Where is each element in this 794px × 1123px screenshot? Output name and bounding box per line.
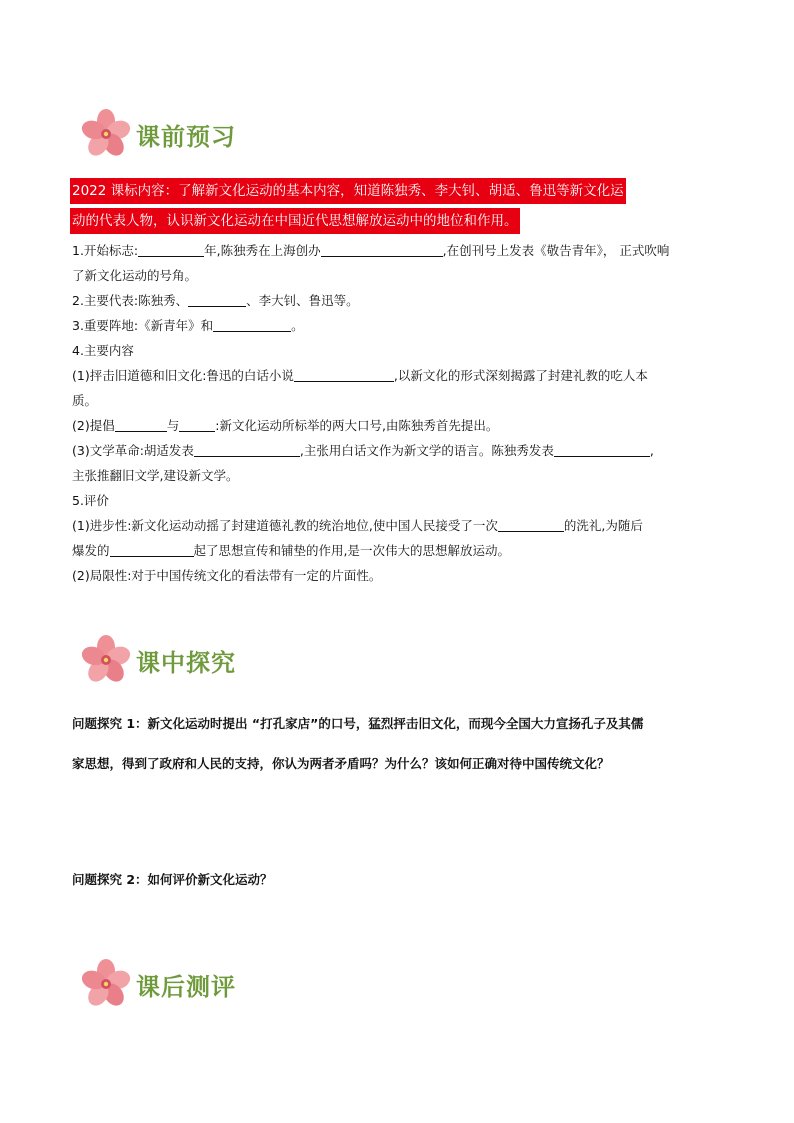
answer-blank[interactable]	[115, 417, 167, 432]
question-2	[72, 860, 726, 900]
item-1-cont: 了新文化运动的号角。	[72, 268, 198, 283]
item-5-1-cont: 爆发的 起了思想宣传和铺垫的作用,是一次伟大的思想解放运动。	[72, 543, 510, 558]
section-title: 课前预习	[136, 122, 236, 151]
answer-blank[interactable]	[188, 292, 246, 307]
item-4-1-cont: 质。	[72, 393, 98, 408]
section-title: 课中探究	[136, 648, 236, 677]
section-heading-preview	[78, 108, 236, 160]
item-5-1: (1)进步性:新文化运动动摇了封建道德礼教的统治地位,使中国人民接受了一次 的洗礼,为随后	[72, 518, 643, 533]
question-line: 家思想，得到了政府和人民的支持，你认为两者矛盾吗？为什么？该如何正确对待中国传统文化？	[72, 756, 610, 771]
standard-line: 动的代表人物，认识新文化运动在中国近代思想解放运动中的地位和作用。	[70, 208, 520, 234]
answer-blank[interactable]	[498, 517, 564, 532]
answer-blank[interactable]	[213, 317, 291, 332]
section-title: 课后测评	[136, 972, 236, 1001]
plum-blossom-icon	[78, 634, 134, 686]
section-heading-explore	[78, 634, 236, 686]
item-2: 2.主要代表:陈独秀、 、李大钊、鲁迅等。	[72, 293, 359, 308]
plum-blossom-icon	[78, 958, 134, 1010]
standard-line: 2022 课标内容：了解新文化运动的基本内容，知道陈独秀、李大钊、胡适、鲁迅等新文化运	[70, 178, 626, 204]
question-line: 问题探究 1：新文化运动时提出 “打孔家店”的口号，猛烈抨击旧文化，而现今全国大力宣扬孔子及其儒	[72, 716, 644, 731]
answer-blank[interactable]	[554, 442, 650, 457]
section-heading-review	[78, 958, 236, 1010]
question-line: 问题探究 2：如何评价新文化运动？	[72, 872, 273, 887]
item-1: 1.开始标志: 年,陈独秀在上海创办 ,在创刊号上发表《敬告青年》， 正式吹响	[72, 243, 670, 258]
answer-blank[interactable]	[321, 242, 443, 257]
item-5: 5.评价	[72, 493, 109, 508]
answer-blank[interactable]	[179, 417, 215, 432]
answer-blank[interactable]	[138, 242, 204, 257]
answer-blank[interactable]	[194, 442, 300, 457]
answer-blank[interactable]	[294, 367, 394, 382]
fill-in-items	[72, 238, 726, 588]
item-5-2: (2)局限性:对于中国传统文化的看法带有一定的片面性。	[72, 568, 382, 583]
item-3: 3.重要阵地:《新青年》和 。	[72, 318, 304, 333]
curriculum-standard	[70, 178, 720, 238]
item-4-1: (1)抨击旧道德和旧文化:鲁迅的白话小说 ,以新文化的形式深刻揭露了封建礼教的吃人本	[72, 368, 648, 383]
plum-blossom-icon	[78, 108, 134, 160]
item-4: 4.主要内容	[72, 343, 134, 358]
question-1	[72, 704, 726, 784]
answer-blank[interactable]	[110, 542, 194, 557]
item-4-3: (3)文学革命:胡适发表 ,主张用白话文作为新文学的语言。陈独秀发表 ,	[72, 443, 654, 458]
item-4-2: (2)提倡 与 :新文化运动所标举的两大口号,由陈独秀首先提出。	[72, 418, 499, 433]
item-4-3-cont: 主张推翻旧文学,建设新文学。	[72, 468, 239, 483]
